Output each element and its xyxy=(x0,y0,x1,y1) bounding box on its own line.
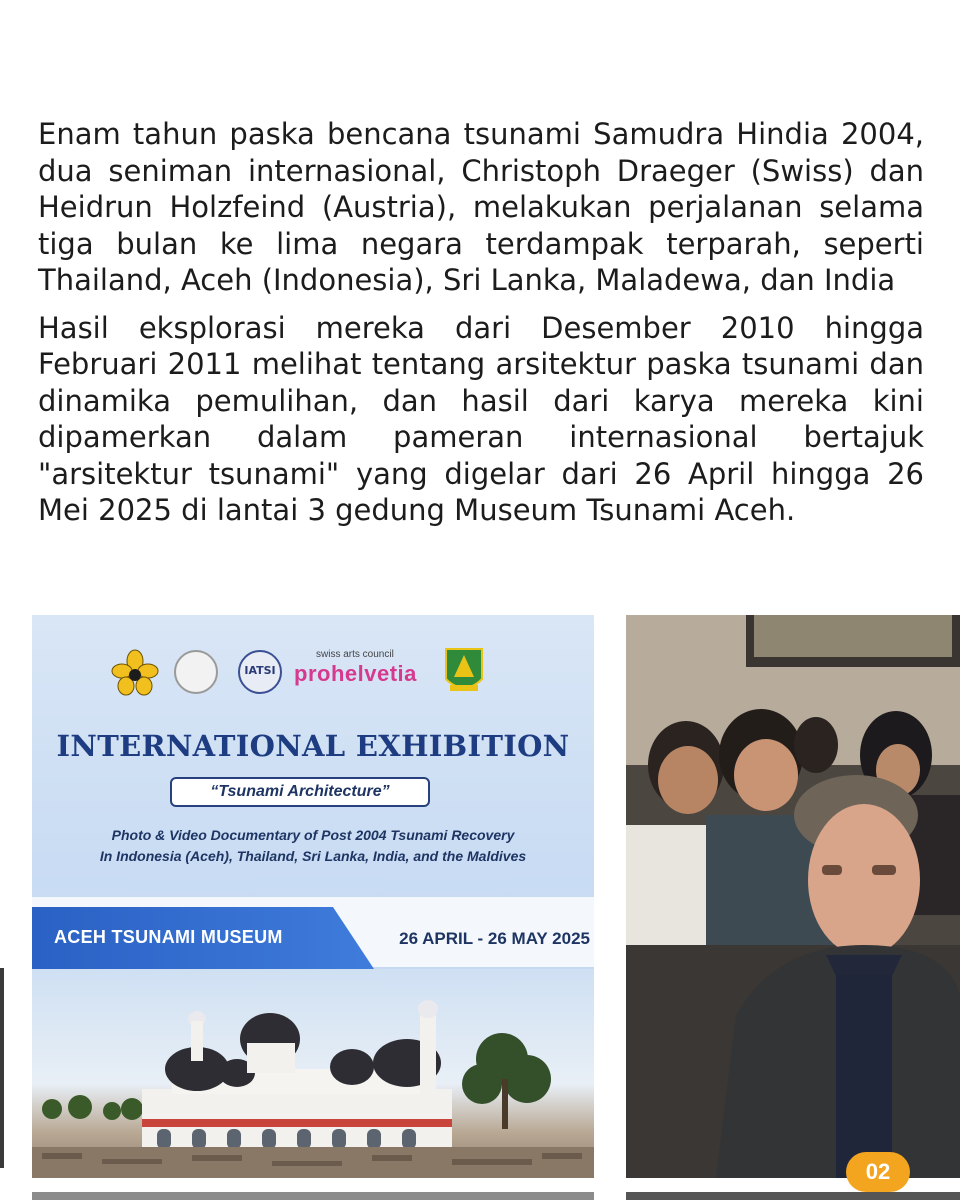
museum-logo-icon xyxy=(174,650,218,694)
university-logo-icon xyxy=(110,649,160,699)
mosque-photo xyxy=(32,969,594,1178)
aceh-province-logo-icon xyxy=(442,645,486,699)
audience-photo-image xyxy=(626,615,960,1178)
exhibition-poster xyxy=(32,615,594,1178)
exhibition-subtitle: “Tsunami Architecture” xyxy=(170,777,430,807)
venue-name: ACEH TSUNAMI MUSEUM xyxy=(54,927,283,947)
next-image-right-edge xyxy=(626,1192,960,1200)
next-image-left-edge xyxy=(32,1192,594,1200)
description-line-1: Photo & Video Documentary of Post 2004 Tsunami Recovery xyxy=(111,827,515,843)
exhibition-dates: 26 APRIL - 26 MAY 2025 xyxy=(399,929,590,948)
sponsor-small-text: swiss arts council xyxy=(316,649,394,660)
sponsor-logos xyxy=(102,645,522,705)
sponsor-name: prohelvetia xyxy=(294,661,417,686)
exhibition-title: INTERNATIONAL EXHIBITION xyxy=(56,729,570,763)
audience-photo xyxy=(626,615,960,1178)
iatsi-logo-icon: IATSI xyxy=(238,650,282,694)
article-text xyxy=(38,116,924,540)
exhibition-description xyxy=(52,825,574,867)
paragraph-1: Enam tahun paska bencana tsunami Samudra Hindia 2004, dua seniman internasional, Christoph Draeger (Swiss) dan Heidrun Holzfeind (Austria), melakukan perjalanan selama tiga bulan ke lima negara terdampak terparah, seperti Thailand, Aceh (Indonesia), Sri Lanka, Maladewa, dan India xyxy=(38,117,924,297)
paragraph-2: Hasil eksplorasi mereka dari Desember 2010 hingga Februari 2011 melihat tentang arsitektur paska tsunami dan dinamika pemulihan, dan hasil dari karya mereka kini dipamerkan dalam pameran internasional bertajuk "arsitektur tsunami" yang digelar dari 26 April hingga 26 Mei 2025 di lantai 3 gedung Museum Tsunami Aceh. xyxy=(38,310,924,527)
description-line-2: In Indonesia (Aceh), Thailand, Sri Lanka, India, and the Maldives xyxy=(99,848,527,864)
left-edge-mark xyxy=(0,968,4,1168)
page-number-badge: 02 xyxy=(846,1152,910,1192)
